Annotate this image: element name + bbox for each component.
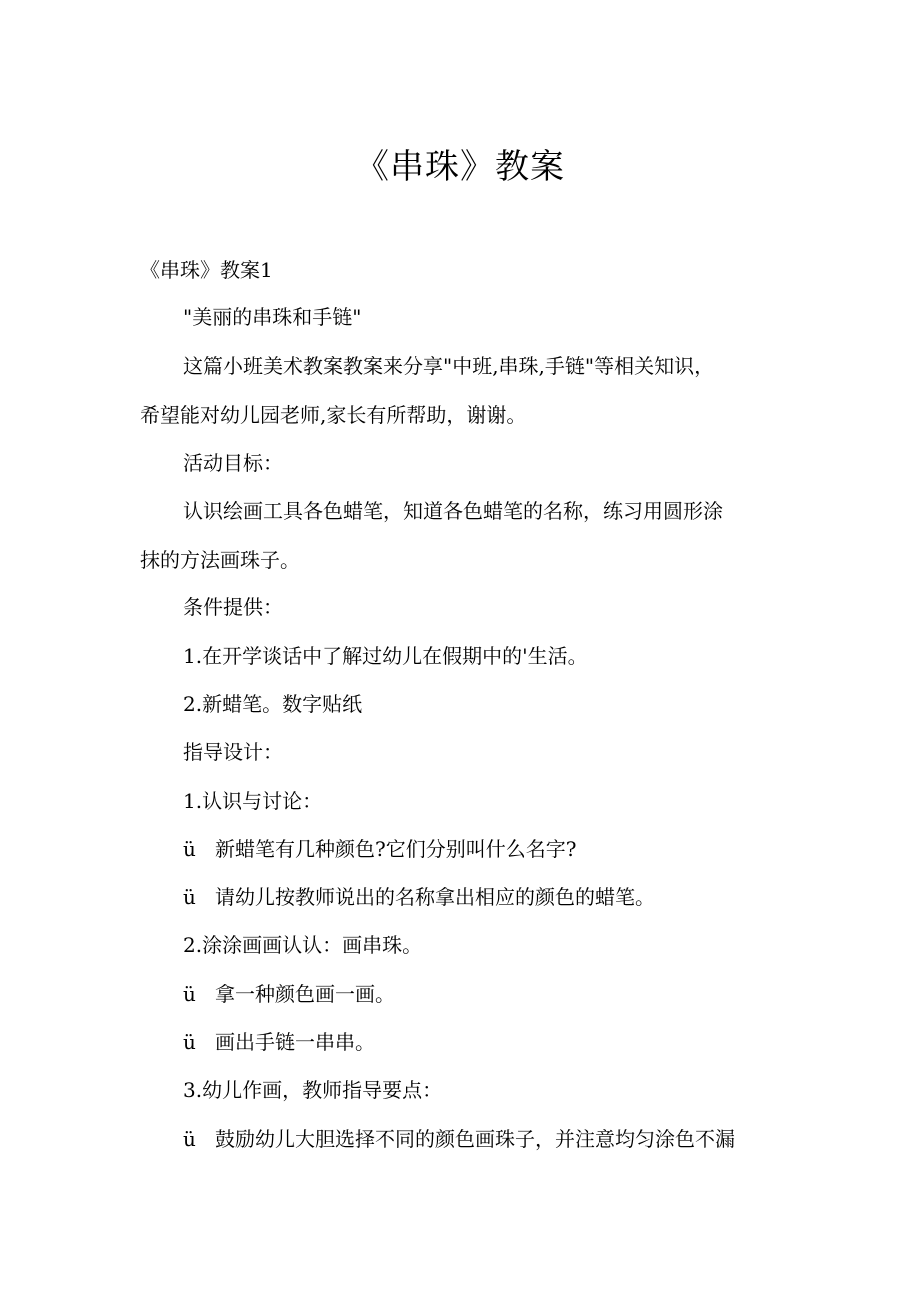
bullet-item bbox=[183, 1125, 833, 1153]
bullet-mark: ü bbox=[183, 1030, 196, 1054]
bullet-text: 拿一种颜色画一画。 bbox=[215, 982, 395, 1006]
bullet-mark: ü bbox=[183, 885, 196, 909]
bullet-mark: ü bbox=[183, 1127, 196, 1151]
bullet-mark: ü bbox=[183, 837, 196, 861]
heading-guidance: 指导设计： bbox=[183, 740, 283, 764]
bullet-item bbox=[183, 883, 833, 911]
bullet-text: 画出手链一串串。 bbox=[215, 1030, 375, 1054]
list-item: 1.认识与讨论： bbox=[183, 789, 323, 813]
bullet-item bbox=[183, 1028, 833, 1056]
bullet-mark: ü bbox=[183, 982, 196, 1006]
list-item: 2.新蜡笔。数字贴纸 bbox=[183, 692, 363, 716]
heading-activity-goals: 活动目标： bbox=[183, 451, 283, 475]
heading-conditions: 条件提供： bbox=[183, 595, 283, 619]
list-item: 3.幼儿作画，教师指导要点： bbox=[183, 1078, 443, 1102]
bullet-item bbox=[183, 835, 833, 863]
document-title: 《串珠》教案 bbox=[355, 147, 565, 187]
bullet-text: 鼓励幼儿大胆选择不同的颜色画珠子，并注意均匀涂色不漏 bbox=[215, 1127, 735, 1151]
paragraph-line: 认识绘画工具各色蜡笔，知道各色蜡笔的名称，练习用圆形涂 bbox=[183, 499, 723, 523]
bullet-text: 新蜡笔有几种颜色?它们分别叫什么名字? bbox=[215, 837, 577, 861]
subtitle-line: "美丽的串珠和手链" bbox=[183, 305, 362, 329]
list-item: 2.涂涂画画认认：画串珠。 bbox=[183, 933, 423, 957]
paragraph-line: 希望能对幼儿园老师,家长有所帮助，谢谢。 bbox=[140, 403, 527, 427]
paragraph-line: 抹的方法画珠子。 bbox=[140, 548, 300, 572]
bullet-item bbox=[183, 980, 833, 1008]
bullet-text: 请幼儿按教师说出的名称拿出相应的颜色的蜡笔。 bbox=[215, 885, 655, 909]
section-heading: 《串珠》教案1 bbox=[140, 258, 273, 282]
list-item: 1.在开学谈话中了解过幼儿在假期中的'生活。 bbox=[183, 644, 588, 668]
paragraph-line: 这篇小班美术教案教案来分享"中班,串珠,手链"等相关知识， bbox=[183, 354, 715, 378]
